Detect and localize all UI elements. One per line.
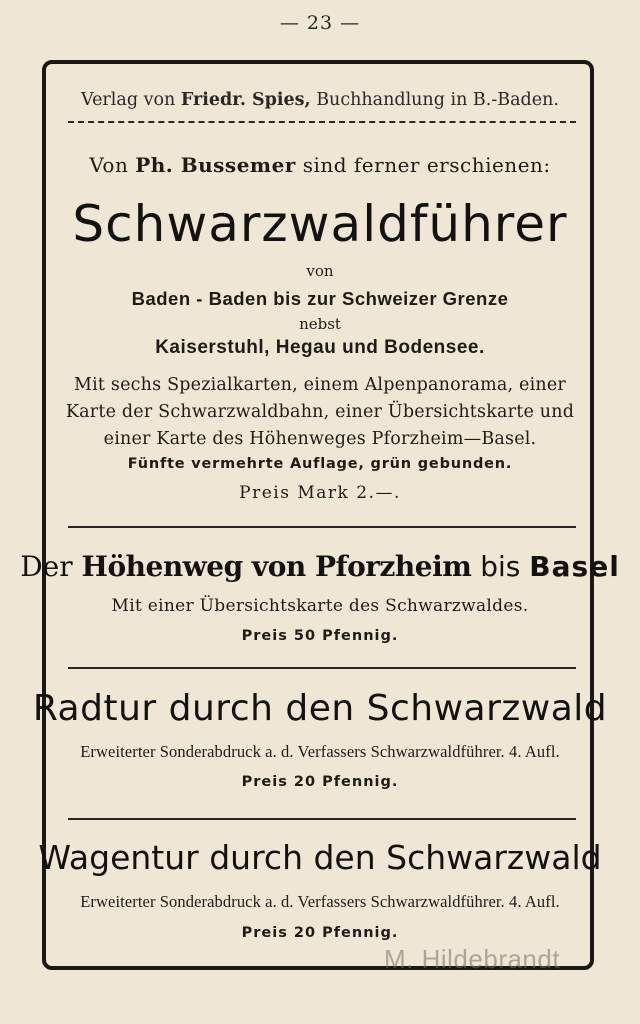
book1-description bbox=[0, 372, 640, 453]
book4-price: Preis 20 Pfennig. bbox=[241, 925, 399, 941]
book2-price: Preis 50 Pfennig. bbox=[241, 628, 399, 644]
book1-regions: Kaiserstuhl, Hegau und Bodensee. bbox=[155, 337, 485, 358]
book2-title-part: Basel bbox=[529, 550, 620, 583]
book1-route: Baden - Baden bis zur Schweizer Grenze bbox=[131, 288, 509, 309]
book1-nebst: nebst bbox=[299, 315, 341, 333]
book3-subtitle: Erweiterter Sonderabdruck a. d. Verfassers Schwarzwaldführer. 4. Aufl. bbox=[80, 742, 560, 761]
intro-author: Ph. Bussemer bbox=[135, 153, 296, 177]
book2-title-part: Der bbox=[20, 550, 73, 583]
intro-line bbox=[0, 153, 640, 177]
book2-title bbox=[0, 550, 640, 583]
book4-subtitle: Erweiterter Sonderabdruck a. d. Verfassers Schwarzwaldführer. 4. Aufl. bbox=[80, 892, 560, 911]
book3-price: Preis 20 Pfennig. bbox=[241, 774, 399, 790]
book1-title: Schwarzwaldführer bbox=[72, 195, 568, 253]
publisher-suffix: Buchhandlung in B.-Baden. bbox=[310, 90, 559, 110]
watermark: M. Hildebrandt bbox=[384, 944, 561, 974]
publisher-name: Friedr. Spies, bbox=[180, 90, 311, 110]
divider bbox=[68, 667, 576, 669]
publisher-prefix: Verlag von bbox=[81, 90, 181, 110]
book2-title-part: bis bbox=[480, 550, 521, 583]
book2-subtitle: Mit einer Übersichtskarte des Schwarzwaldes. bbox=[111, 596, 529, 616]
book1-desc-line2: Karte der Schwarzwaldbahn, einer Übersichtskarte und bbox=[65, 402, 575, 422]
book1-price: Preis Mark 2.—. bbox=[239, 483, 401, 503]
divider bbox=[68, 818, 576, 820]
book1-desc-line1: Mit sechs Spezialkarten, einem Alpenpanorama, einer bbox=[74, 375, 566, 395]
publisher-line bbox=[0, 90, 640, 110]
book2-title-part: Höhenweg von Pforzheim bbox=[81, 550, 472, 583]
divider bbox=[68, 121, 576, 123]
intro-suffix: sind ferner erschienen: bbox=[295, 153, 551, 177]
book4-title: Wagentur durch den Schwarzwald bbox=[38, 838, 602, 877]
page-number: — 23 — bbox=[279, 12, 361, 34]
divider bbox=[68, 526, 576, 528]
intro-prefix: Von bbox=[89, 153, 136, 177]
book1-desc-line3: einer Karte des Höhenweges Pforzheim—Basel. bbox=[103, 429, 537, 449]
book1-von: von bbox=[306, 262, 334, 280]
book1-edition: Fünfte vermehrte Auflage, grün gebunden. bbox=[127, 456, 513, 472]
book3-title: Radtur durch den Schwarzwald bbox=[32, 688, 608, 729]
